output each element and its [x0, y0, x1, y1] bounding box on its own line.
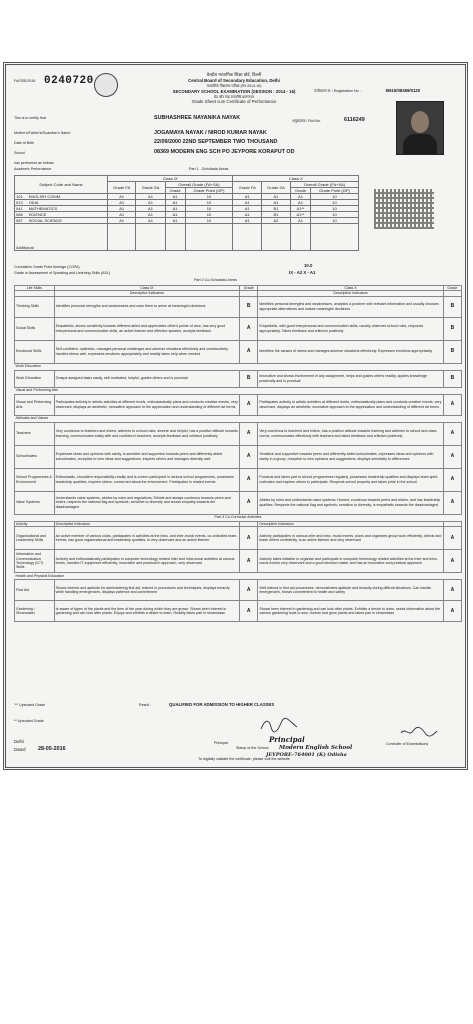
subject-label: ODIA [28, 200, 39, 205]
life-skill-desc-10: Identifies the causes of stress and manages adverse situations effectively. Expresses emotions appropriately [258, 340, 443, 363]
class9-desc-header: Class IX [54, 286, 239, 291]
grade-cell: A1 [136, 218, 165, 224]
asl-value: IX - A2 X - A1 [289, 270, 316, 275]
cgpa-value: 10.0 [304, 263, 313, 268]
life-skill-area: Social Skills [15, 317, 55, 340]
board-name: Central Board of Secondary Education, Delhi [188, 78, 280, 83]
cbse-logo [94, 73, 118, 97]
grade-cell: 10 [310, 194, 358, 200]
student-photo [396, 101, 444, 155]
upscaled-note: '**' Upscaled Grade [14, 703, 46, 707]
grade-cell: A1 [261, 200, 290, 206]
attitude-desc-9: Very courteous to teachers and elders, adheres to school rules, sincere and helpful, has a positive attitude towards learning, communicates easily with and confides in teachers, accepts feedback and criticism positively [54, 422, 239, 445]
activity-desc-header-9: Descriptive Indicators [54, 521, 239, 526]
attitude-area: Value Systems [15, 491, 55, 514]
subject-label: MATHEMATICS [28, 206, 58, 211]
grade-cell: 10 [185, 206, 233, 212]
result-value: QUALIFIED FOR ADMISSION TO HIGHER CLASSES [169, 702, 275, 707]
arts-grade-9: A [240, 394, 258, 415]
attitude-desc-10: Abides by rules and understands value systems. Honest, courteous towards peers and elders, and has leadership qualities. Respects the national flag and symbols, sensitive to diversity, is empathetic towards the disadvantaged [258, 491, 443, 514]
attitudes-label: Attitudes and Values [15, 416, 49, 421]
school-label: School [14, 151, 25, 155]
life-skill-grade-10: B [443, 296, 461, 317]
grade-cell: A1** [291, 206, 311, 212]
life-skill-grade-9: A [240, 340, 258, 363]
life-skill-area: Emotional Skills [15, 340, 55, 363]
grade-cell: 10 [310, 206, 358, 212]
health-grade-9: A [240, 600, 258, 621]
verify-note: To digitally validate the certificate, please visit the website [198, 757, 290, 761]
work-ed-grade-10: B [443, 370, 461, 387]
attitude-grade-9: A [240, 468, 258, 491]
activity-desc-header-10: Descriptive Indicators [258, 521, 443, 526]
stamp-principal: Principal [269, 735, 305, 744]
registration-label: पंजीकरण सं. / Registration No. : [314, 89, 362, 93]
subject-label: SCIENCE [28, 212, 47, 217]
work-ed-area: Work Education [15, 370, 55, 387]
activity-desc-10: Actively participates in various inter and intra- mural events, plans and organizes group work efficiently, directs and leads others confidently, is an active listener and very observant [258, 526, 443, 549]
grade-cell: 10 [185, 218, 233, 224]
grade-cell: A1 [108, 212, 136, 218]
attitude-grade-10: A [443, 468, 461, 491]
subject-code: 041 [16, 206, 23, 211]
grade-cell: 10 [310, 200, 358, 206]
desc9-header: Descriptive Indicators [54, 291, 239, 296]
grade-cell: A1 [165, 212, 185, 218]
grade-header: Grade [165, 188, 185, 194]
gp-header-10: Grade Point (GP) [310, 188, 358, 194]
health-area: Gardening / Shramdaan [15, 600, 55, 621]
activity-desc-9: An active member of various clubs, participates in activities at the intra- and inter-mural events, co-ordinates team-events, has good organizational and leadership qualities, is very observant and an active listener [54, 526, 239, 549]
upscaled-legend: ** Upscaled Grade [14, 719, 44, 723]
attitude-desc-10: Punctual and takes part in school programmes regularly, possesses leadership qualities and displays team spirit, motivates and inspires others to participate. Respects school property and takes pride in the school [258, 468, 443, 491]
grade-sheet [3, 62, 468, 770]
fa-header: Grade FA [108, 182, 136, 194]
exam-name: SECONDARY SCHOOL EXAMINATION (SESSION : 2014 - 16) [172, 89, 296, 94]
parents-name: JOGAMAYA NAYAK / NIROD KUMAR NAYAK [154, 130, 267, 136]
grade-cell: A1 [233, 212, 261, 218]
overall-header: Overall Grade (FA+SA) [165, 182, 233, 188]
grade-cell: 10 [185, 194, 233, 200]
performance-label: has performed as follows [14, 161, 54, 165]
qr-code [374, 189, 434, 229]
life-skill-desc-10: Identifies personal strengths and weaknesses, analyses a problem with relevant information and usually chooses appropriate alternatives and makes meaningful decisions [258, 296, 443, 317]
work-ed-desc-10: Innovative and shows involvement in any assignment, helps and guides others readily, applies knowledge practically and is punctual [258, 370, 443, 387]
board-name-hindi: केन्द्रीय माध्यमिक शिक्षा बोर्ड, दिल्ली [206, 72, 262, 77]
part3-label: Part 3 Co-Curricular Activities [214, 515, 262, 520]
health-desc-10: Well trained in first aid procedures, demonstrates aptitude and tenacity during difficult situations. Can handle emergencies, shows commitment to health and safety [258, 579, 443, 600]
attitude-grade-10: A [443, 422, 461, 445]
grade9-header: Grade [240, 286, 258, 291]
grade-cell: 10 [310, 212, 358, 218]
grade-cell: 10 [310, 218, 358, 224]
stamp-place: JEYPORE-764001 (K) Odisha [266, 752, 347, 758]
certify-label: This is to certify that [14, 116, 46, 120]
work-ed-desc-9: Grasps assigned tasks easily, self-motivated, helpful, guides others and is punctual [54, 370, 239, 387]
attitude-area: Schoolmates [15, 445, 55, 468]
health-label: Health and Physical Education [15, 573, 65, 578]
fa-header-10: Grade FA [233, 182, 261, 194]
serial-number: 0240720 [44, 75, 94, 87]
life-skill-grade-10: B [443, 317, 461, 340]
co-scholastic-table [14, 285, 462, 622]
activity-header: Activity [15, 521, 55, 526]
grade-cell: A1 [233, 218, 261, 224]
grade-cell: A1 [108, 218, 136, 224]
attitude-desc-9: Expresses ideas and opinions with clarity, is sensitive and supportive towards peers and differently-abled schoolmates, receptive to new ideas and suggestions, inspires others and manages diversity well [54, 445, 239, 468]
subject-code: 013 [16, 200, 23, 205]
grade-cell: A1 [165, 218, 185, 224]
attitude-grade-9: A [240, 445, 258, 468]
grade-header-10: Grade [291, 188, 311, 194]
grade-cell: A1 [261, 194, 290, 200]
activity-grade-9: A [240, 549, 258, 572]
grade-cell: A1 [136, 200, 165, 206]
class10-header: Class X [233, 176, 359, 182]
grade-cell: A1 [136, 194, 165, 200]
left-code: Fd/SSE/2016 [14, 79, 36, 83]
work-ed-grade-9: B [240, 370, 258, 387]
desc10-header: Descriptive Indicators [258, 291, 443, 296]
attitude-desc-9: Enthusiastic, shoulders responsibility readily and is a keen participant in various school programmes, possesses leadership qualities, inspires others, concerned about the environment. Participates in related events [54, 468, 239, 491]
activity-desc-9: Actively and enthusiastically participates in computer technology related inter and intra-mural activities at various levels, handles IT equipment efficiently, innovative and practical in approach, very observant [54, 549, 239, 572]
subject-label: SOCIAL SCIENCE [28, 218, 63, 223]
life-skill-desc-9: Identifies personal strengths and weaknesses and uses them to arrive at meaningful decisions [54, 296, 239, 317]
issue-date: 28-05-2016 [38, 746, 66, 752]
part1-label: Part 1 - Scholastic Areas [189, 167, 229, 171]
grade10-header: Grade [443, 286, 461, 291]
work-ed-label: Work Education [15, 364, 41, 369]
sheet-title: Grade Sheet cum Certificate of Performance [191, 99, 277, 104]
grade-cell: A1** [291, 212, 311, 218]
health-grade-9: A [240, 579, 258, 600]
grade-cell: A1 [136, 206, 165, 212]
part2-label: Part 2 Co-Scholastic Areas [194, 278, 237, 282]
student-name: SUBHASHREE NAYANIKA NAYAK [154, 115, 241, 121]
controller-signature [399, 725, 439, 739]
dated-label: Dated [14, 747, 26, 752]
sa-header: Grade SA [136, 182, 165, 194]
grade-cell: A1 [233, 194, 261, 200]
grade-cell: A1 [165, 194, 185, 200]
date-of-birth: 22/09/2000 22ND SEPTEMBER TWO THOUSAND [154, 139, 278, 145]
attitude-desc-10: Very courteous to teachers and elders, has a positive attitude towards learning and adheres to school and class norms, communicates effectively with teachers and takes feedback and criticism positively [258, 422, 443, 445]
subject-code: 101 [16, 194, 23, 199]
attitude-desc-10: Sensitive and supportive towards peers and differently-abled schoolmates, expresses ideas and opinions with clarity in a group, receptive to new opinions and suggestions, displays sensitivity to differences [258, 445, 443, 468]
activity-grade-10: A [443, 549, 461, 572]
arts-area: Visual and Performing Arts [15, 394, 55, 415]
life-skill-grade-9: A [240, 317, 258, 340]
grade-cell: A2 [261, 218, 290, 224]
grade-cell: A1 [291, 218, 311, 224]
additional-label: Additional [15, 224, 108, 251]
sheet-title-hindi: ग्रेड शीट सह उपलब्धि प्रमाणपत्र [214, 95, 254, 99]
grade-sheet-content [14, 71, 457, 761]
result-label: Result : [139, 703, 152, 707]
asl-label: Grade in Assessment of Speaking and Listening Skills (ASL) [14, 271, 111, 275]
roll-number: 6116249 [344, 117, 365, 123]
attitude-desc-9: Understands value systems, abides by rules and regulations. Ethical and always courteous towards peers and elders, respects the national flag and symbols, sensitive to diversity and shows empathy towards the disadvantaged [54, 491, 239, 514]
principal-label: Principal [214, 741, 228, 745]
health-desc-9: Shows interest and aptitude for administering first aid, trained in procedures and techniques, displays tenacity while handling emergencies, displays patience and commitment [54, 579, 239, 600]
life-skill-grade-10: B [443, 340, 461, 363]
life-skills-header: Life Skills [15, 286, 55, 291]
life-skill-desc-9: Empathetic, shows sensitivity towards different-abled and appreciates other's points of view, has very good interpersonal and communicative skills, an active listener and effective speaker, accepts feedback [54, 317, 239, 340]
stamp-label: Stamp of the School [236, 746, 269, 750]
grade-cell: A1 [108, 194, 136, 200]
school-name: 08369 MODERN ENG SCH PO JEYPORE KORAPUT OD [154, 149, 295, 155]
attitude-grade-10: A [443, 491, 461, 514]
grade-cell: A1 [136, 212, 165, 218]
subject-code: 087 [16, 218, 23, 223]
place-label: Delhi [14, 739, 24, 744]
life-skill-grade-9: B [240, 296, 258, 317]
class10-desc-header: Class X [258, 286, 443, 291]
arts-label: Visual and Performing Arts [15, 388, 58, 393]
marks-table [14, 175, 359, 251]
grade-cell: A1 [291, 200, 311, 206]
attitude-area: Teachers [15, 422, 55, 445]
grade-cell: A1 [233, 200, 261, 206]
roll-label: अनुक्रमांक / Roll No. [292, 119, 322, 123]
cgpa-label: Cumulative Grade Point Average (CGPA) [14, 265, 80, 269]
health-area: First Aid [15, 579, 55, 600]
grade-cell: B1 [261, 206, 290, 212]
overall-header-10: Overall Grade (FA+SA) [291, 182, 359, 188]
attitude-grade-10: A [443, 445, 461, 468]
subject-label: ENGLISH COMM. [28, 194, 62, 199]
life-skill-desc-10: Empathetic, with good interpersonal and communication skills, usually observes school rules, responds appropriately. Takes feedback and criticism positively [258, 317, 443, 340]
health-grade-10: A [443, 600, 461, 621]
attitude-area: School Programmes & Environment [15, 468, 55, 491]
principal-signature [259, 717, 299, 735]
grade-cell: A1 [108, 200, 136, 206]
grade-cell: A1 [165, 200, 185, 206]
stamp-school: Modern English School [279, 745, 353, 751]
academic-label: Academic Performance [14, 167, 52, 171]
grade-cell: A1 [108, 206, 136, 212]
activity-grade-10: A [443, 526, 461, 549]
arts-grade-10: A [443, 394, 461, 415]
arts-desc-10: Participates actively in artistic activities at different levels, enthusiastically plans and conducts creative events, very observant, displays an aesthetic, innovative approach to the appreciation and understanding of different art forms [258, 394, 443, 415]
grade-cell: A1 [291, 194, 311, 200]
subject-code: 086 [16, 212, 23, 217]
activity-area: Information and Communication Technology (ICT) Skills [15, 549, 55, 572]
grade-cell: A1 [233, 206, 261, 212]
life-skill-area: Thinking Skills [15, 296, 55, 317]
grade-cell: B1 [261, 212, 290, 218]
class9-header: Class IX [108, 176, 233, 182]
life-skill-desc-9: Self-confident, optimistic, manages personal challenges and adverse situations effectively and constructively, handles stress well, expresses emotions appropriately and readily takes help when needed [54, 340, 239, 363]
attitude-grade-9: A [240, 422, 258, 445]
activity-area: Organisational and Leadership Skills [15, 526, 55, 549]
activity-grade-9: A [240, 526, 258, 549]
controller-label: Controller of Examinations [386, 742, 429, 746]
attitude-grade-9: A [240, 491, 258, 514]
parents-label: Mother's/Father's/Guardian's Name [14, 131, 71, 135]
sa-header-10: Grade SA [261, 182, 290, 194]
health-desc-10: Shows keen interest in gardening and can look after plants. Exhibits a desire to learn, seeks information about the various gardening tools to sow, nurture and grow plants and takes part in shramdaan [258, 600, 443, 621]
grade-cell: 10 [185, 212, 233, 218]
arts-desc-9: Participates actively in artistic activities at different levels, enthusiastically plans and conducts creative events, very observant, displays an aesthetic, innovative approach to the appreciation and understanding of different art forms [54, 394, 239, 415]
grade-cell: 10 [185, 200, 233, 206]
health-desc-9: Is aware of types of the plants and the time of the year during which they are grown. Shows keen interest in gardening and can look after plants. Enjoys and exhibits a desire to learn. Readily takes part in shramdaan [54, 600, 239, 621]
grade-cell: A1 [165, 206, 185, 212]
dob-label: Date of Birth [14, 141, 34, 145]
registration-number: B615/08369/0120 [386, 88, 421, 93]
gp-header: Grade Point (GP) [185, 188, 233, 194]
exam-name-hindi: माध्यमिक विद्यालय परीक्षा (सत्र 2014-16) [206, 84, 262, 88]
health-grade-10: A [443, 579, 461, 600]
activity-desc-10: Actively takes initiative to organise and participate in computer technology related activities at the inter and intra-mural events very observant and a good decision maker and has an innovative and practical approach [258, 549, 443, 572]
subject-header: Subject Code and Name [15, 176, 108, 194]
